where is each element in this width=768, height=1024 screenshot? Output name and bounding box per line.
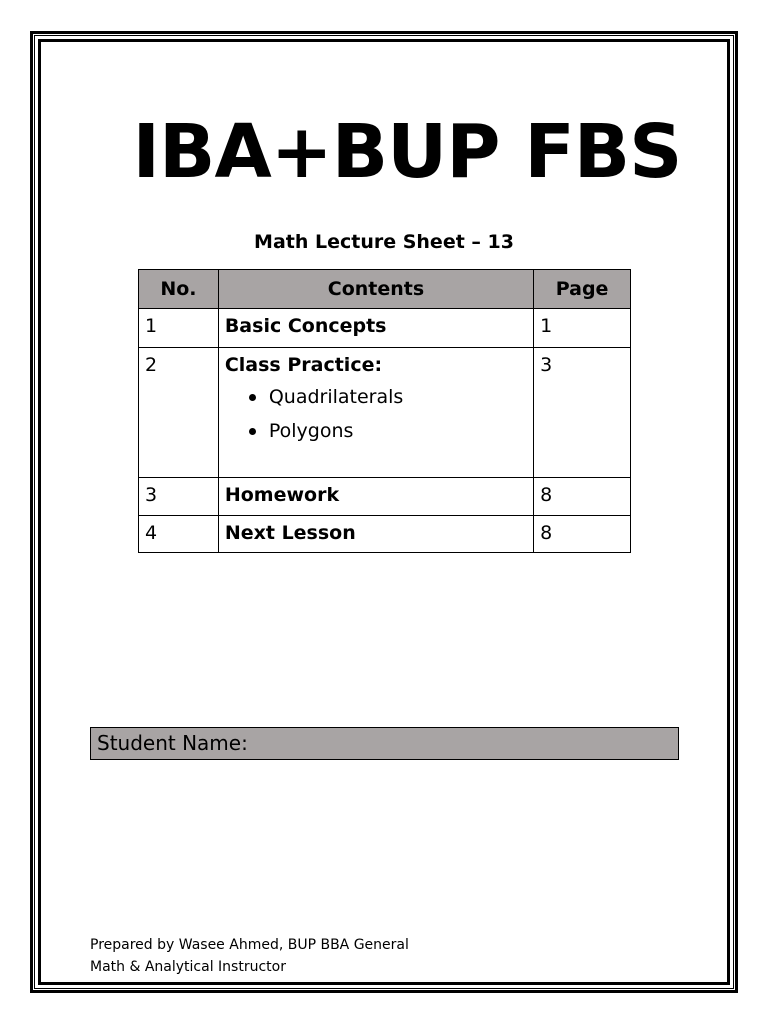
row-page: 1	[534, 309, 631, 348]
row-number: 4	[139, 516, 219, 553]
table-row	[139, 348, 631, 478]
header-no: No.	[139, 270, 219, 309]
row-content: Class Practice:	[224, 354, 383, 376]
footer-line-author: Prepared by Wasee Ahmed, BUP BBA General	[90, 937, 409, 953]
row-page: 8	[534, 478, 631, 516]
student-name-field[interactable]	[90, 727, 679, 760]
row-page: 8	[534, 516, 631, 553]
footer-credits	[90, 934, 409, 978]
table-row	[139, 478, 631, 516]
header-page: Page	[534, 270, 631, 309]
table-header-row	[139, 270, 631, 309]
lecture-sheet-subtitle: Math Lecture Sheet – 13	[254, 231, 514, 253]
contents-table	[138, 269, 631, 553]
row-content-cell	[218, 348, 533, 478]
student-name-label: Student Name:	[97, 731, 248, 755]
sub-topic-list	[225, 380, 527, 448]
table-row	[139, 309, 631, 348]
row-content: Basic Concepts	[218, 309, 533, 348]
row-page: 3	[534, 348, 631, 478]
row-number: 1	[139, 309, 219, 348]
list-item: Polygons	[269, 414, 527, 448]
header-contents: Contents	[218, 270, 533, 309]
main-title: IBA+BUP FBS	[132, 109, 682, 195]
list-item: Quadrilaterals	[269, 380, 527, 414]
row-content: Next Lesson	[218, 516, 533, 553]
row-number: 3	[139, 478, 219, 516]
table-row	[139, 516, 631, 553]
row-number: 2	[139, 348, 219, 478]
footer-line-role: Math & Analytical Instructor	[90, 959, 286, 975]
row-content: Homework	[218, 478, 533, 516]
